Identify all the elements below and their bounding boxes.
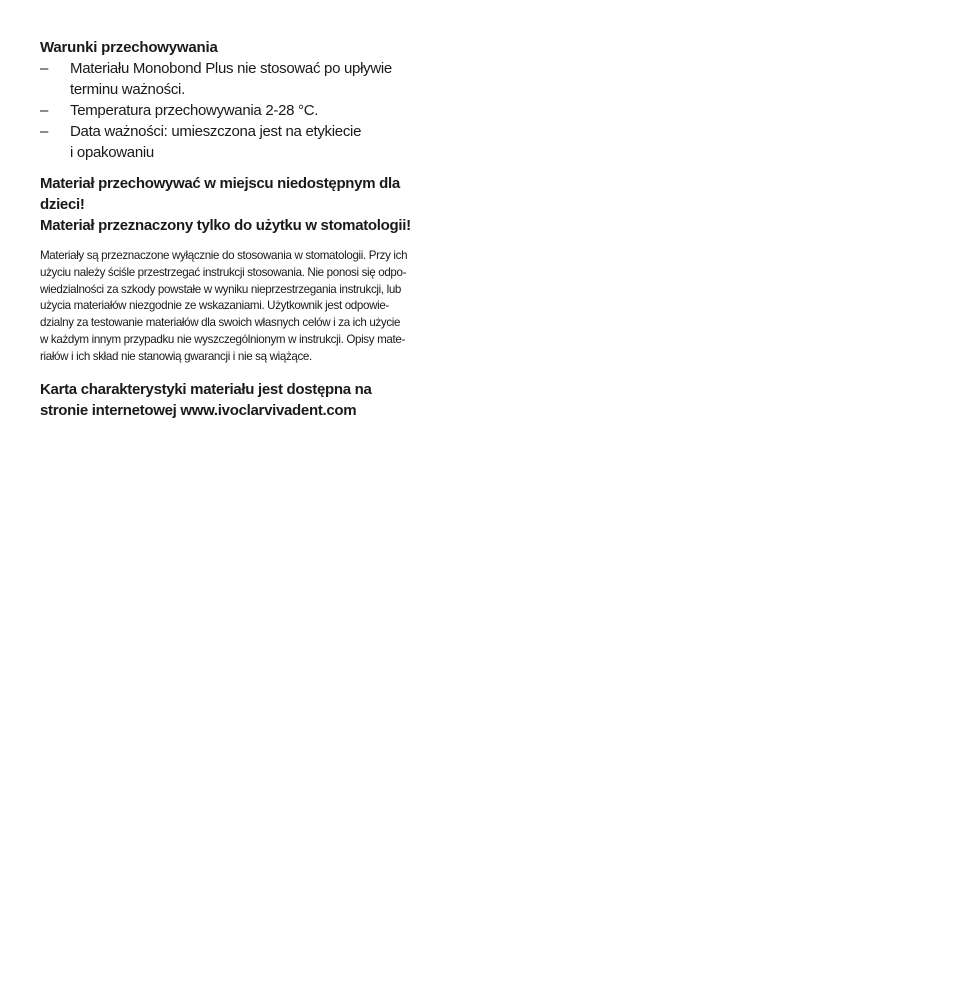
list-item <box>40 58 460 100</box>
disclaimer-paragraph <box>40 248 452 366</box>
list-item <box>40 121 460 163</box>
children-warning-line: Materiał przechowywać w miejscu niedostępnym dla <box>40 175 400 192</box>
list-dash: – <box>40 123 49 140</box>
disclaimer-line: riałów i ich skład nie stanowią gwarancji i nie są wiążące. <box>40 349 312 363</box>
disclaimer-line: dzialny za testowanie materiałów dla swoich własnych celów i za ich użycie <box>40 316 401 330</box>
disclaimer-line: użycia materiałów niezgodnie ze wskazaniami. Użytkownik jest odpowie- <box>40 299 389 313</box>
storage-heading: Warunki przechowywania <box>40 39 218 56</box>
list-item-text: terminu ważności. <box>70 81 185 98</box>
safety-data-sheet-note <box>40 379 460 421</box>
sds-line: Karta charakterystyki materiału jest dostępna na <box>40 380 372 398</box>
disclaimer-line: w każdym innym przypadku nie wyszczególnionym w instrukcji. Opisy mate- <box>40 332 405 346</box>
list-item <box>40 100 460 121</box>
dental-use-warning: Materiał przeznaczony tylko do użytku w stomatologii! <box>40 217 411 234</box>
document-column <box>40 37 460 421</box>
list-item-text: Materiału Monobond Plus nie stosować po upływie <box>70 60 392 77</box>
children-warning <box>40 173 460 215</box>
disclaimer-line: wiedzialności za szkody powstałe w wyniku nieprzestrzegania instrukcji, lub <box>40 282 402 296</box>
sds-line: stronie internetowej www.ivoclarvivadent.com <box>40 401 357 419</box>
disclaimer-line: Materiały są przeznaczone wyłącznie do stosowania w stomatologii. Przy ich <box>40 249 408 262</box>
warning-block <box>40 173 460 236</box>
children-warning-line: dzieci! <box>40 196 85 213</box>
list-item-text: Data ważności: umieszczona jest na etykiecie <box>70 123 362 140</box>
list-item-text: i opakowaniu <box>70 144 154 161</box>
list-dash: – <box>40 60 49 77</box>
disclaimer-line: użyciu należy ściśle przestrzegać instrukcji stosowania. Nie ponosi się odpo- <box>40 265 407 279</box>
list-item-text: Temperatura przechowywania 2-28 °C. <box>70 102 319 119</box>
storage-conditions-list <box>40 58 460 163</box>
list-dash: – <box>40 102 49 119</box>
